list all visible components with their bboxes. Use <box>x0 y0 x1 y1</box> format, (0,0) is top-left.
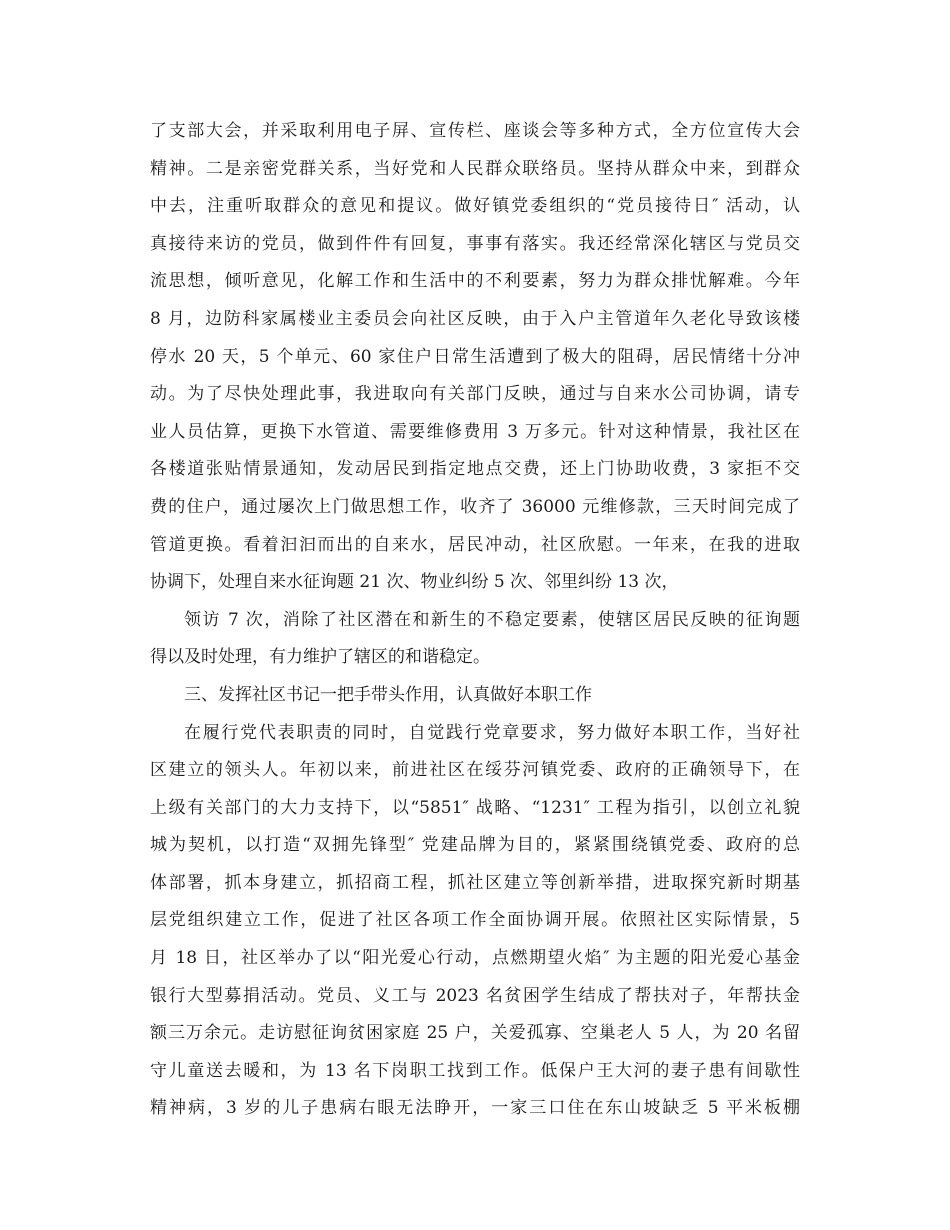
text-line: 了支部大会，并采取利用电子屏、宣传栏、座谈会等多种方式，全方位宣传大会 <box>150 121 800 141</box>
paragraph-community-work <box>150 715 800 1129</box>
text-line: 银行大型募捐活动。党员、义工与 2023 名贫困学生结成了帮扶对子，年帮扶金 <box>150 985 800 1006</box>
text-line: 守儿童送去暖和，为 13 名下岗职工找到工作。低保户王大河的妻子患有间歇性 <box>150 1060 800 1081</box>
paragraph-petitions <box>150 602 800 677</box>
text-line: 得以及时处理，有力维护了辖区的和谐稳定。 <box>150 647 490 668</box>
text-line: 协调下，处理自来水征询题 21 次、物业纠纷 5 次、邻里纠纷 13 次， <box>150 572 679 593</box>
text-line: 体部署，抓本身建立，抓招商工程，抓社区建立等创新举措，进取探究新时期基 <box>150 872 800 893</box>
text-line: 费的住户，通过屡次上门做思想工作，收齐了 36000 元维修款，三天时间完成了 <box>150 496 800 517</box>
text-line: 额三万余元。走访慰征询贫困家庭 25 户，关爱孤寡、空巢老人 5 人，为 20 名留 <box>150 1023 800 1044</box>
text-line: 区建立的领头人。年初以来，前进社区在绥芬河镇党委、政府的正确领导下，在 <box>150 760 800 781</box>
text-line: 动。为了尽快处理此事，我进取向有关部门反映，通过与自来水公司协调，请专 <box>150 384 800 405</box>
text-line: 真接待来访的党员，做到件件有回复，事事有落实。我还经常深化辖区与党员交 <box>150 233 800 254</box>
text-line: 城为契机，以打造“双拥先锋型″ 党建品牌为目的，紧紧围绕镇党委、政府的总 <box>150 835 800 856</box>
paragraph-party-liaison <box>150 113 800 602</box>
text-line: 中去，注重听取群众的意见和提议。做好镇党委组织的“党员接待日″ 活动，认 <box>150 196 800 217</box>
text-line: 8 月，边防科家属楼业主委员会向社区反映，由于入户主管道年久老化导致该楼 <box>150 308 800 329</box>
text-line: 层党组织建立工作，促进了社区各项工作全面协调开展。依照社区实际情景，5 <box>150 910 800 931</box>
section-heading <box>150 677 800 715</box>
text-line: 停水 20 天，5 个单元、60 家住户日常生活遭到了极大的阻碍，居民情绪十分冲 <box>150 346 800 367</box>
text-line: 领访 7 次，消除了社区潜在和新生的不稳定要素，使辖区居民反映的征询题 <box>184 609 800 630</box>
text-line: 在履行党代表职责的同时，自觉践行党章要求，努力做好本职工作，当好社 <box>184 722 800 743</box>
text-line: 月 18 日，社区举办了以“阳光爱心行动，点燃期望火焰″ 为主题的阳光爱心基金 <box>150 948 800 969</box>
heading-line: 三、发挥社区书记一把手带头作用，认真做好本职工作 <box>184 684 592 705</box>
text-line: 流思想，倾听意见，化解工作和生活中的不利要素，努力为群众排忧解难。今年 <box>150 271 800 292</box>
document-body <box>150 113 800 1128</box>
text-line: 上级有关部门的大力支持下，以“5851″ 战略、“1231″ 工程为指引，以创立礼貌 <box>150 797 800 818</box>
text-line: 精神。二是亲密党群关系，当好党和人民群众联络员。坚持从群众中来，到群众 <box>150 158 800 179</box>
text-line: 管道更换。看着汩汩而出的自来水，居民冲动，社区欣慰。一年来，在我的进取 <box>150 534 800 555</box>
text-line: 各楼道张贴情景通知，发动居民到指定地点交费，还上门协助收费，3 家拒不交 <box>150 459 800 480</box>
text-line: 业人员估算，更换下水管道、需要维修费用 3 万多元。针对这种情景，我社区在 <box>150 421 800 442</box>
text-line: 精神病，3 岁的儿子患病右眼无法睁开，一家三口住在东山坡缺乏 5 平米板棚 <box>150 1098 800 1119</box>
